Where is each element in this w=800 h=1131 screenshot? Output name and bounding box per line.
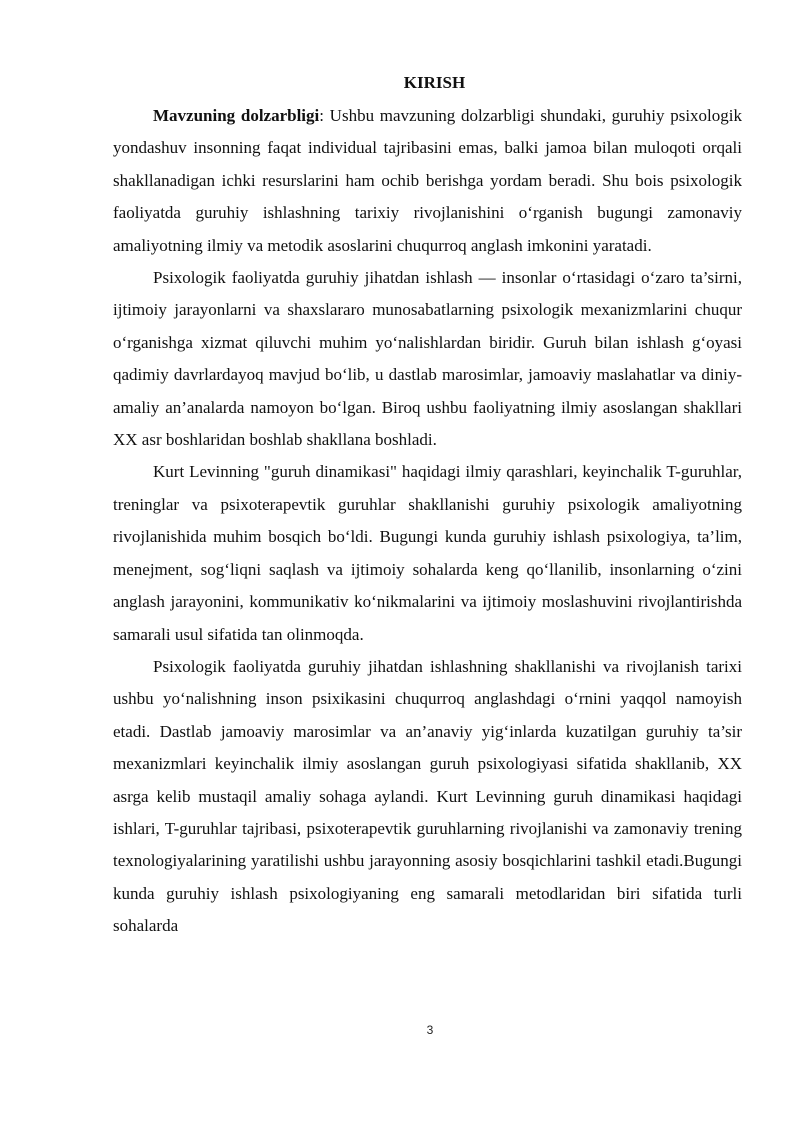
paragraph-history: Psixologik faoliyatda guruhiy jihatdan ishlashning shakllanishi va rivojlanish tarixi ushbu yo‘nalishning inson psixikasini chuqurroq anglashdagi o‘rnini yaqqol namoyish etadi. Dastlab jamoaviy marosimlar va an’anaviy yig‘inlarda kuzatilgan guruhiy ta’sir mexanizmlari keyinchalik ilmiy asoslangan guruh psixologiyasi sifatida shakllanib, XX asrga kelib mustaqil amaliy sohaga aylandi. Kurt Levinning guruh dinamikasi haqidagi ishlari, T-guruhlar tajribasi, psixoterapevtik guruhlarning rivojlanishi va zamonaviy trening texnologiyalarining yaratilishi ushbu jarayonning asosiy bosqichlarini tashkil etadi.Bugungi kunda guruhiy ishlash psixologiyaning eng samarali metodlaridan biri sifatida turli sohalarda	[113, 656, 742, 936]
paragraph-kurt-lewin: Kurt Levinning "guruh dinamikasi" haqidagi ilmiy qarashlari, keyinchalik T-guruhlar, treninglar va psixoterapevtik guruhlar shakllanishi guruhiy psixologik amaliyotning rivojlanishida muhim bosqich bo‘ldi. Bugungi kunda guruhiy ishlash psixologiya, ta’lim, menejment, sog‘liqni saqlash va ijtimoiy sohalarda keng qo‘llanilib, insonlarning o‘zini anglash jarayonini, kommunikativ ko‘nikmalarini va ijtimoiy moslashuvini rivojlantirishda samarali usul sifatida tan olinmoqda.	[113, 462, 742, 644]
page-number: 3	[426, 1023, 434, 1037]
page-body	[113, 73, 742, 943]
paragraph-group-work: Psixologik faoliyatda guruhiy jihatdan ishlash — insonlar o‘rtasidagi o‘zaro ta’sirni, ijtimoiy jarayonlarni va shaxslararo munosabatlarning psixologik mexanizmlarini chuqur o‘rganishga xizmat qiluvchi muhim yo‘nalishlardan biridir. Guruh bilan ishlash g‘oyasi qadimiy davrlardayoq mavjud bo‘lib, u dastlab marosimlar, jamoaviy maslahatlar va diniy-amaliy an’analarda namoyon bo‘lgan. Biroq ushbu faoliyatning ilmiy asoslangan shakllari XX asr boshlaridan boshlab shakllana boshladi.	[113, 268, 742, 450]
paragraph-relevance	[113, 100, 742, 262]
relevance-lead: Mavzuning dolzarbligi	[153, 106, 320, 125]
relevance-text: : Ushbu mavzuning dolzarbligi shundaki, guruhiy psixologik yondashuv insonning faqat individual tajribasini emas, balki jamoa bilan muloqoti orqali shakllanadigan ichki resurslarini ham ochib berishga yordam beradi. Shu bois psixologik faoliyatda guruhiy ishlashning tarixiy rivojlanishini o‘rganish bugungi zamonaviy amaliyotning ilmiy va metodik asoslarini chuqurroq anglash imkonini yaratadi.	[113, 106, 742, 255]
section-title: KIRISH	[403, 73, 466, 92]
